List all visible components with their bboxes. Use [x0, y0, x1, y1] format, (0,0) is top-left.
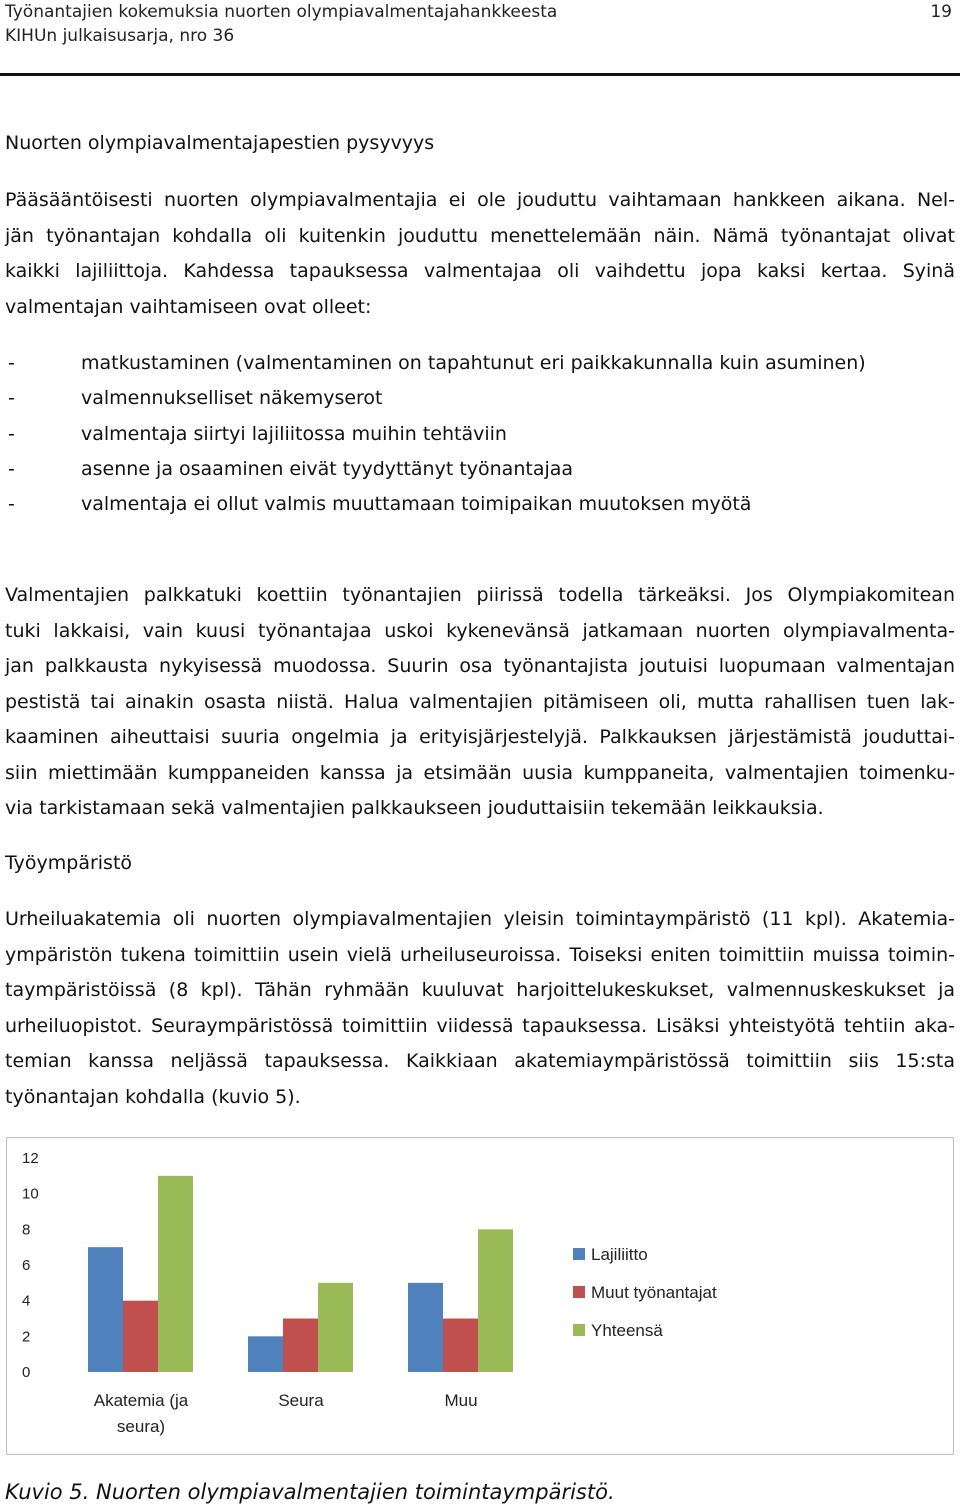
paragraph-line: urheiluopistot. Seuraympäristössä toimittiin viidessä tapauksessa. Lisäksi yhteistyötä tehtiin aka- [5, 1014, 955, 1037]
y-tick-label: 8 [22, 1221, 31, 1239]
y-tick-label: 0 [22, 1364, 31, 1381]
list-item-text: valmennukselliset näkemyserot [81, 387, 383, 410]
bar-lajiliitto [248, 1336, 283, 1372]
paragraph-line: jan palkkausta nykyisessä muodossa. Suurin osa työnantajista joutuisi luopumaan valmentajan [5, 655, 955, 677]
y-tick-label: 12 [22, 1150, 39, 1167]
bar-yhteensä [318, 1283, 353, 1372]
paragraph-line: Pääsääntöisesti nuorten olympiavalmentajia ei ole jouduttu vaihtamaan hankkeen aikana. Nel- [5, 189, 955, 211]
paragraph-line: ympäristön tukena toimittiin usein vielä urheiluseuroissa. Toiseksi eniten toimittiin muissa toimin- [5, 943, 955, 966]
x-category-label: Seura [278, 1391, 324, 1410]
list-item-text: asenne ja osaaminen eivät tyydyttänyt työnantajaa [81, 457, 574, 480]
paragraph-line: temian kanssa neljässä tapauksessa. Kaikkiaan akatemiaympäristössä toimittiin siis 15:sta [5, 1050, 955, 1072]
legend-swatch [573, 1286, 585, 1298]
list-item: - valmentaja siirtyi lajiliitossa muihin tehtäviin [5, 417, 955, 452]
list-item-text: matkustaminen (valmentaminen on tapahtunut eri paikkakunnalla kuin asuminen) [81, 352, 866, 374]
running-header-series: KIHUn julkaisusarja, nro 36 [5, 26, 235, 46]
reasons-list [5, 346, 955, 522]
paragraph-line: Valmentajien palkkatuki koettiin työnantajien piirissä todella tärkeäksi. Jos Olympiakomitean [5, 584, 955, 606]
bar-muut-työnantajat [283, 1319, 318, 1373]
figure-caption: Kuvio 5. Nuorten olympiavalmentajien toimintaympäristö. [5, 1480, 615, 1504]
y-tick-label: 10 [22, 1185, 39, 1203]
page-number: 19 [930, 2, 952, 22]
legend-swatch [573, 1248, 585, 1260]
legend-label: Muut työnantajat [591, 1283, 717, 1302]
legend-swatch [573, 1324, 585, 1336]
paragraph-line: taympäristöissä (8 kpl). Tähän ryhmään kuuluvat harjoittelukeskukset, valmennuskeskukset ja [5, 979, 955, 1001]
y-tick-label: 6 [22, 1257, 31, 1274]
list-item: - asenne ja osaaminen eivät tyydyttänyt työnantajaa [5, 452, 955, 487]
y-tick-label: 2 [22, 1328, 31, 1346]
paragraph-line: Urheiluakatemia oli nuorten olympiavalmentajien yleisin toimintaympäristö (11 kpl). Akatemia- [5, 908, 955, 930]
list-item: - valmentaja ei ollut valmis muuttamaan toimipaikan muutoksen myötä [5, 487, 955, 522]
list-item-text: valmentaja ei ollut valmis muuttamaan toimipaikan muutoksen myötä [81, 493, 752, 516]
paragraph-line: kaaminen aiheuttaisi suuria ongelmia ja erityisjärjestelyjä. Palkkauksen järjestämistä jouduttai- [5, 726, 955, 748]
x-category-label: Muu [444, 1391, 478, 1410]
section-heading-pysyvyys: Nuorten olympiavalmentajapestien pysyvyys [5, 132, 435, 154]
running-header [5, 0, 557, 48]
paragraph-line: valmentajan vaihtamiseen ovat olleet: [5, 295, 372, 318]
bar-chart [7, 1138, 953, 1454]
legend-label: Lajiliitto [591, 1245, 648, 1264]
paragraph-palkkatuki [5, 578, 955, 827]
bar-muut-työnantajat [123, 1301, 158, 1372]
paragraph-line: tuki lakkaisi, vain kuusi työnantajaa uskoi kykenevänsä jatkamaan nuorten olympiavalmenta- [5, 619, 955, 642]
legend-label: Yhteensä [591, 1321, 663, 1340]
bar-yhteensä [478, 1229, 513, 1372]
x-category-label: seura) [116, 1417, 166, 1436]
paragraph-line: työnantajan kohdalla (kuvio 5). [5, 1085, 301, 1108]
y-tick-label: 4 [22, 1292, 31, 1310]
paragraph-tyoymparisto [5, 902, 955, 1115]
paragraph-line: siin miettimään kumppaneiden kanssa ja etsimään uusia kumppaneita, valmentajien toimenku- [5, 761, 955, 784]
chart-frame [6, 1137, 954, 1455]
list-item: - matkustaminen (valmentaminen on tapahtunut eri paikkakunnalla kuin asuminen) [5, 346, 955, 381]
bar-lajiliitto [408, 1283, 443, 1372]
running-header-title: Työnantajien kokemuksia nuorten olympiavalmentajahankkeesta [5, 2, 558, 22]
section-heading-tyoymparisto: Työympäristö [5, 852, 133, 874]
header-rule [0, 73, 960, 76]
bar-yhteensä [158, 1176, 193, 1372]
list-item-text: valmentaja siirtyi lajiliitossa muihin tehtäviin [81, 422, 507, 445]
paragraph-line: pestistä tai ainakin osasta niistä. Halua valmentajien pitämiseen oli, mutta rahallisen tuen lak- [5, 690, 955, 713]
paragraph-line: via tarkistamaan sekä valmentajien palkkaukseen jouduttaisiin tekemään leikkauksia. [5, 797, 824, 819]
bar-lajiliitto [88, 1247, 123, 1372]
list-item: - valmennukselliset näkemyserot [5, 381, 955, 416]
bar-muut-työnantajat [443, 1319, 478, 1373]
paragraph-line: jän työnantajan kohdalla oli kuitenkin jouduttu menettelemään näin. Nämä työnantajat olivat [5, 224, 955, 247]
x-category-label: Akatemia (ja [93, 1391, 189, 1410]
paragraph-line: kaikki lajiliittoja. Kahdessa tapauksessa valmentajaa oli vaihdettu jopa kaksi kertaa. Syinä [5, 260, 955, 282]
paragraph-pysyvyys [5, 183, 955, 325]
